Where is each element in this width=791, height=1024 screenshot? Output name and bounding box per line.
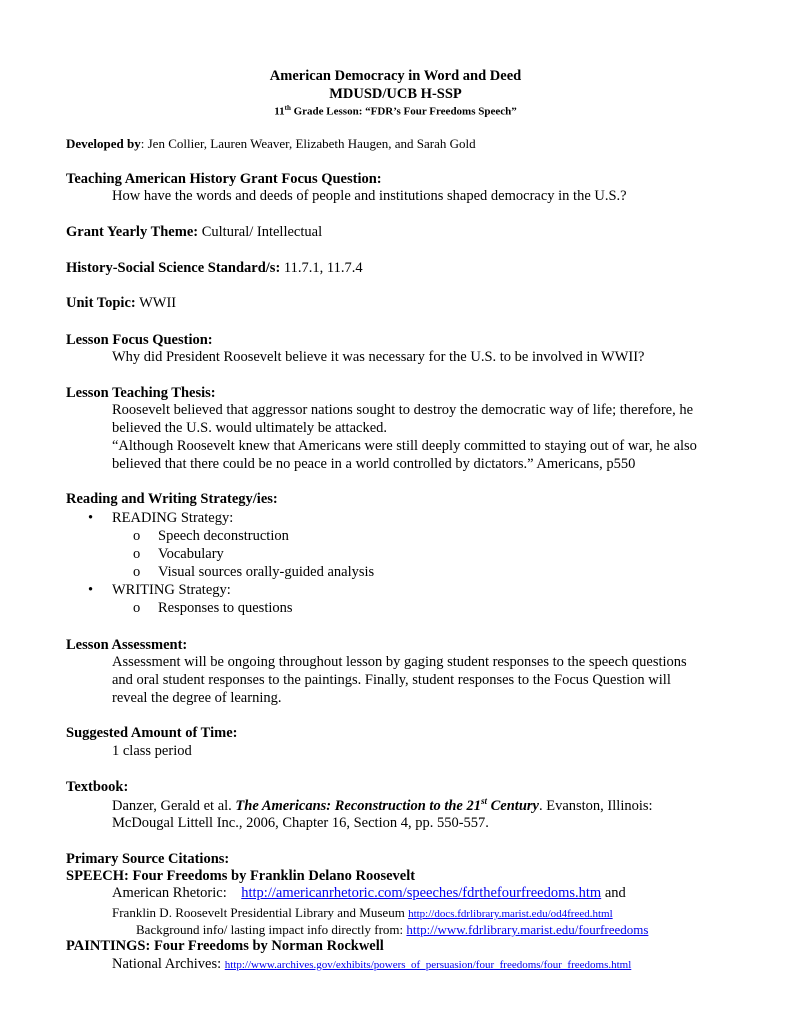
standards-label: History-Social Science Standard/s:	[66, 260, 281, 276]
grant-focus-label: Teaching American History Grant Focus Question:	[66, 171, 382, 187]
grant-theme	[66, 224, 322, 241]
library-label: Franklin D. Roosevelt Presidential Library and Museum	[112, 905, 409, 920]
developed-by-value: : Jen Collier, Lauren Weaver, Elizabeth Haugen, and Sarah Gold	[140, 136, 476, 151]
unit-topic-label: Unit Topic:	[66, 295, 136, 311]
primary-sources-label: Primary Source Citations:	[66, 851, 230, 867]
reading-item: Visual sources orally-guided analysis	[158, 564, 375, 580]
lesson-title-text: Grade Lesson: “FDR’s Four Freedoms Speech”	[290, 105, 517, 118]
assessment-line: reveal the degree of learning.	[112, 690, 282, 706]
rhetoric-citation	[112, 885, 626, 902]
sub-bullet-icon: o	[133, 528, 141, 544]
time-label: Suggested Amount of Time:	[66, 725, 238, 741]
unit-topic	[66, 295, 176, 312]
assessment-label: Lesson Assessment:	[66, 637, 188, 653]
writing-strategy: WRITING Strategy:	[112, 582, 231, 598]
time-value: 1 class period	[112, 743, 192, 759]
document-subtitle: MDUSD/UCB H-SSP	[329, 86, 462, 102]
background-citation	[136, 922, 648, 938]
thesis-label: Lesson Teaching Thesis:	[66, 385, 216, 401]
rhetoric-link[interactable]: http://americanrhetoric.com/speeches/fdrthefourfreedoms.htm	[241, 885, 602, 901]
textbook-publisher: . Evanston, Illinois:	[538, 797, 653, 814]
standards	[66, 260, 363, 277]
archives-label: National Archives:	[112, 956, 225, 972]
archives-link[interactable]: http://www.archives.gov/exhibits/powers_of_persuasion/four_freedoms/four_freedoms.html	[224, 959, 632, 971]
strategies-label: Reading and Writing Strategy/ies:	[66, 491, 278, 507]
textbook-author: Danzer, Gerald et al.	[112, 797, 236, 814]
sub-bullet-icon: o	[133, 546, 141, 562]
writing-item: Responses to questions	[158, 600, 293, 616]
unit-topic-value: WWII	[135, 295, 177, 311]
textbook-title-end: Century	[487, 797, 539, 814]
document-title: American Democracy in Word and Deed	[269, 68, 522, 84]
thesis-line: believed the U.S. would ultimately be attacked.	[112, 420, 388, 436]
rhetoric-and: and	[601, 885, 626, 901]
grant-theme-label: Grant Yearly Theme:	[66, 224, 199, 240]
thesis-line: believed that there could be no peace in a world controlled by dictators.” Americans, p550	[112, 456, 636, 472]
library-link[interactable]: http://docs.fdrlibrary.marist.edu/od4freed.html	[408, 908, 613, 920]
rhetoric-label: American Rhetoric:	[112, 885, 242, 901]
speech-label: SPEECH: Four Freedoms by Franklin Delano Roosevelt	[66, 868, 416, 884]
assessment-line: Assessment will be ongoing throughout lesson by gaging student responses to the speech questions	[112, 654, 687, 670]
reading-strategy: READING Strategy:	[112, 510, 234, 526]
lesson-grade: 11	[274, 105, 285, 118]
lesson-grade-sup: th	[284, 104, 291, 112]
lesson-focus-label: Lesson Focus Question:	[66, 332, 213, 348]
standards-value: 11.7.1, 11.7.4	[280, 260, 363, 276]
library-citation	[112, 905, 613, 921]
assessment-line: and oral student responses to the paintings. Finally, student responses to the Focus Question will	[112, 672, 671, 688]
archives-citation	[112, 956, 631, 973]
textbook-citation-line2: McDougal Littell Inc., 2006, Chapter 16, Section 4, pp. 550-557.	[112, 815, 489, 831]
textbook-citation	[112, 796, 653, 815]
sub-bullet-icon: o	[133, 600, 141, 616]
thesis-line: “Although Roosevelt knew that Americans were still deeply committed to staying out of war, he also	[112, 438, 697, 454]
lesson-title	[0, 104, 791, 118]
textbook-title-sup: st	[480, 796, 487, 806]
bullet-icon: •	[88, 582, 94, 598]
thesis-line: Roosevelt believed that aggressor nations sought to destroy the democratic way of life; therefore, he	[112, 402, 694, 418]
grant-focus-text: How have the words and deeds of people and institutions shaped democracy in the U.S.?	[112, 188, 627, 204]
sub-bullet-icon: o	[133, 564, 141, 580]
bullet-icon: •	[88, 510, 94, 526]
reading-item: Speech deconstruction	[158, 528, 289, 544]
background-link[interactable]: http://www.fdrlibrary.marist.edu/fourfreedoms	[406, 922, 649, 937]
lesson-focus-text: Why did President Roosevelt believe it was necessary for the U.S. to be involved in WWII?	[112, 349, 645, 365]
developed-by	[66, 136, 476, 152]
reading-item: Vocabulary	[158, 546, 224, 562]
grant-theme-value: Cultural/ Intellectual	[198, 224, 323, 240]
background-label: Background info/ lasting impact info directly from:	[136, 922, 407, 937]
paintings-label: PAINTINGS: Four Freedoms by Norman Rockwell	[66, 938, 384, 954]
developed-by-label: Developed by	[66, 136, 141, 151]
textbook-label: Textbook:	[66, 779, 129, 795]
textbook-title: The Americans: Reconstruction to the 21	[235, 797, 481, 814]
